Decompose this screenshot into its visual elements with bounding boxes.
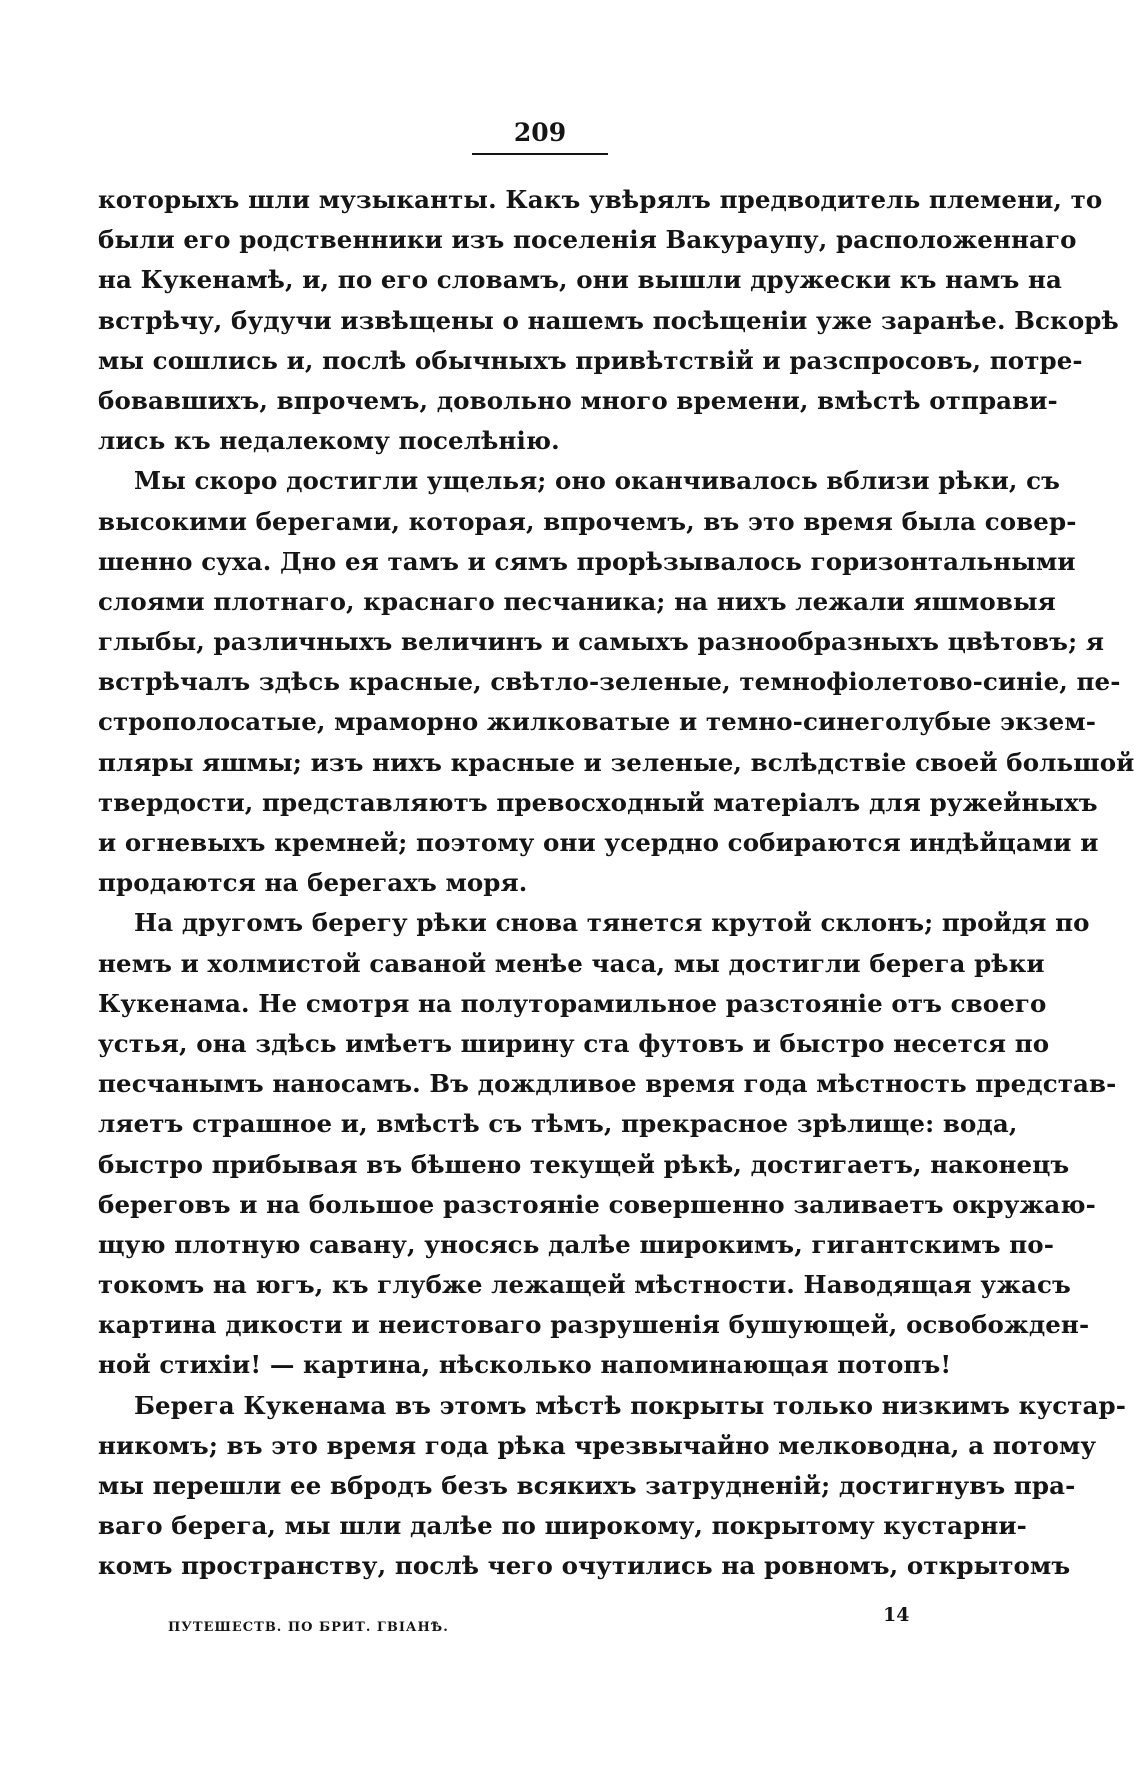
- text-line: На другомъ берегу рѣки снова тянется крутой склонъ; пройдя по: [134, 908, 1090, 938]
- paragraph: [98, 903, 1117, 1385]
- text-line: песчанымъ наносамъ. Въ дождливое время года мѣстность представ-: [98, 1069, 1117, 1099]
- text-line: высокими берегами, которая, впрочемъ, въ это время была совер-: [98, 506, 1077, 536]
- text-line: которыхъ шли музыканты. Какъ увѣрялъ предводитель племени, то: [98, 185, 1103, 214]
- text-line: мы перешли ее вбродъ безъ всякихъ затрудненій; достигнувъ пра-: [98, 1471, 1076, 1500]
- text-line: на Кукенамѣ, и, по его словамъ, они вышли дружески къ намъ на: [98, 265, 1063, 295]
- text-line: строполосатые, мраморно жилковатые и темно-синеголубые экзем-: [98, 707, 1096, 737]
- text-line: встрѣчу, будучи извѣщены о нашемъ посѣщеніи уже заранѣе. Вскорѣ: [98, 305, 1119, 335]
- text-line: Берега Кукенама въ этомъ мѣстѣ покрыты только низкимъ кустар-: [134, 1390, 1127, 1420]
- text-line: были его родственники изъ поселенія Вакураупу, расположеннаго: [98, 225, 1077, 255]
- text-line: щую плотную савану, уносясь далѣе широкимъ, гигантскимъ по-: [98, 1229, 1054, 1259]
- text-line: лись къ недалекому поселѣнію.: [98, 426, 560, 456]
- text-line: немъ и холмистой саваной менѣе часа, мы достигли берега рѣки: [98, 948, 1045, 978]
- paragraph: [98, 461, 1135, 903]
- text-line: и огневыхъ кремней; поэтому они усердно собираются индѣйцами и: [98, 828, 1099, 857]
- paragraph: [98, 180, 1119, 461]
- text-line: твердости, представляютъ превосходный матеріалъ для ружейныхъ: [98, 787, 1098, 817]
- text-line: токомъ на югъ, къ глубже лежащей мѣстности. Наводящая ужасъ: [98, 1270, 1071, 1300]
- text-line: пляры яшмы; изъ нихъ красные и зеленые, вслѣдствіе своей большой: [98, 747, 1135, 777]
- text-line: устья, она здѣсь имѣетъ ширину ста футовъ и быстро несется по: [98, 1028, 1050, 1058]
- text-line: комъ пространству, послѣ чего очутились на ровномъ, открытомъ: [98, 1551, 1071, 1581]
- text-line: глыбы, различныхъ величинъ и самыхъ разнообразныхъ цвѣтовъ; я: [98, 627, 1105, 657]
- text-line: ляетъ страшное и, вмѣстѣ съ тѣмъ, прекрасное зрѣлище: вода,: [98, 1109, 1018, 1139]
- text-line: мы сошлись и, послѣ обычныхъ привѣтствій и разспросовъ, потре-: [98, 345, 1083, 375]
- text-line: никомъ; въ это время года рѣка чрезвычайно мелководна, а потому: [98, 1430, 1097, 1460]
- text-line: Кукенама. Не смотря на полуторамильное разстояніе отъ своего: [98, 988, 1047, 1018]
- text-line: быстро прибывая въ бѣшено текущей рѣкѣ, достигаетъ, наконецъ: [98, 1149, 1070, 1179]
- sheet-number: 14: [883, 1604, 910, 1626]
- text-line: продаются на берегахъ моря.: [98, 868, 528, 898]
- text-line: ваго берега, мы шли далѣе по широкому, покрытому кустарни-: [98, 1511, 1027, 1541]
- page-number: 209: [513, 118, 567, 147]
- paragraph: [98, 1386, 1127, 1587]
- text-line: бовавшихъ, впрочемъ, довольно много времени, вмѣстѣ отправи-: [98, 385, 1058, 415]
- body-text: [98, 180, 1135, 1587]
- printer-signature: ПУТЕШЕСТВ. ПО БРИТ. ГВІАНѢ.: [168, 1620, 449, 1635]
- text-line: шенно суха. Дно ея тамъ и сямъ прорѣзывалось горизонтальными: [98, 546, 1076, 576]
- text-line: встрѣчалъ здѣсь красные, свѣтло-зеленые, темнофіолетово-синіе, пе-: [98, 667, 1121, 697]
- text-line: картина дикости и неистоваго разрушенія бушующей, освобожден-: [98, 1310, 1090, 1340]
- text-line: слоями плотнаго, краснаго песчаника; на нихъ лежали яшмовыя: [98, 586, 1056, 616]
- text-line: береговъ и на большое разстояніе совершенно заливаетъ окружаю-: [98, 1189, 1096, 1219]
- text-line: Мы скоро достигли ущелья; оно оканчивалось вблизи рѣки, съ: [134, 466, 1061, 496]
- text-line: ной стихіи! — картина, нѣсколько напоминающая потопъ!: [98, 1350, 952, 1380]
- page-number-rule: [472, 153, 608, 155]
